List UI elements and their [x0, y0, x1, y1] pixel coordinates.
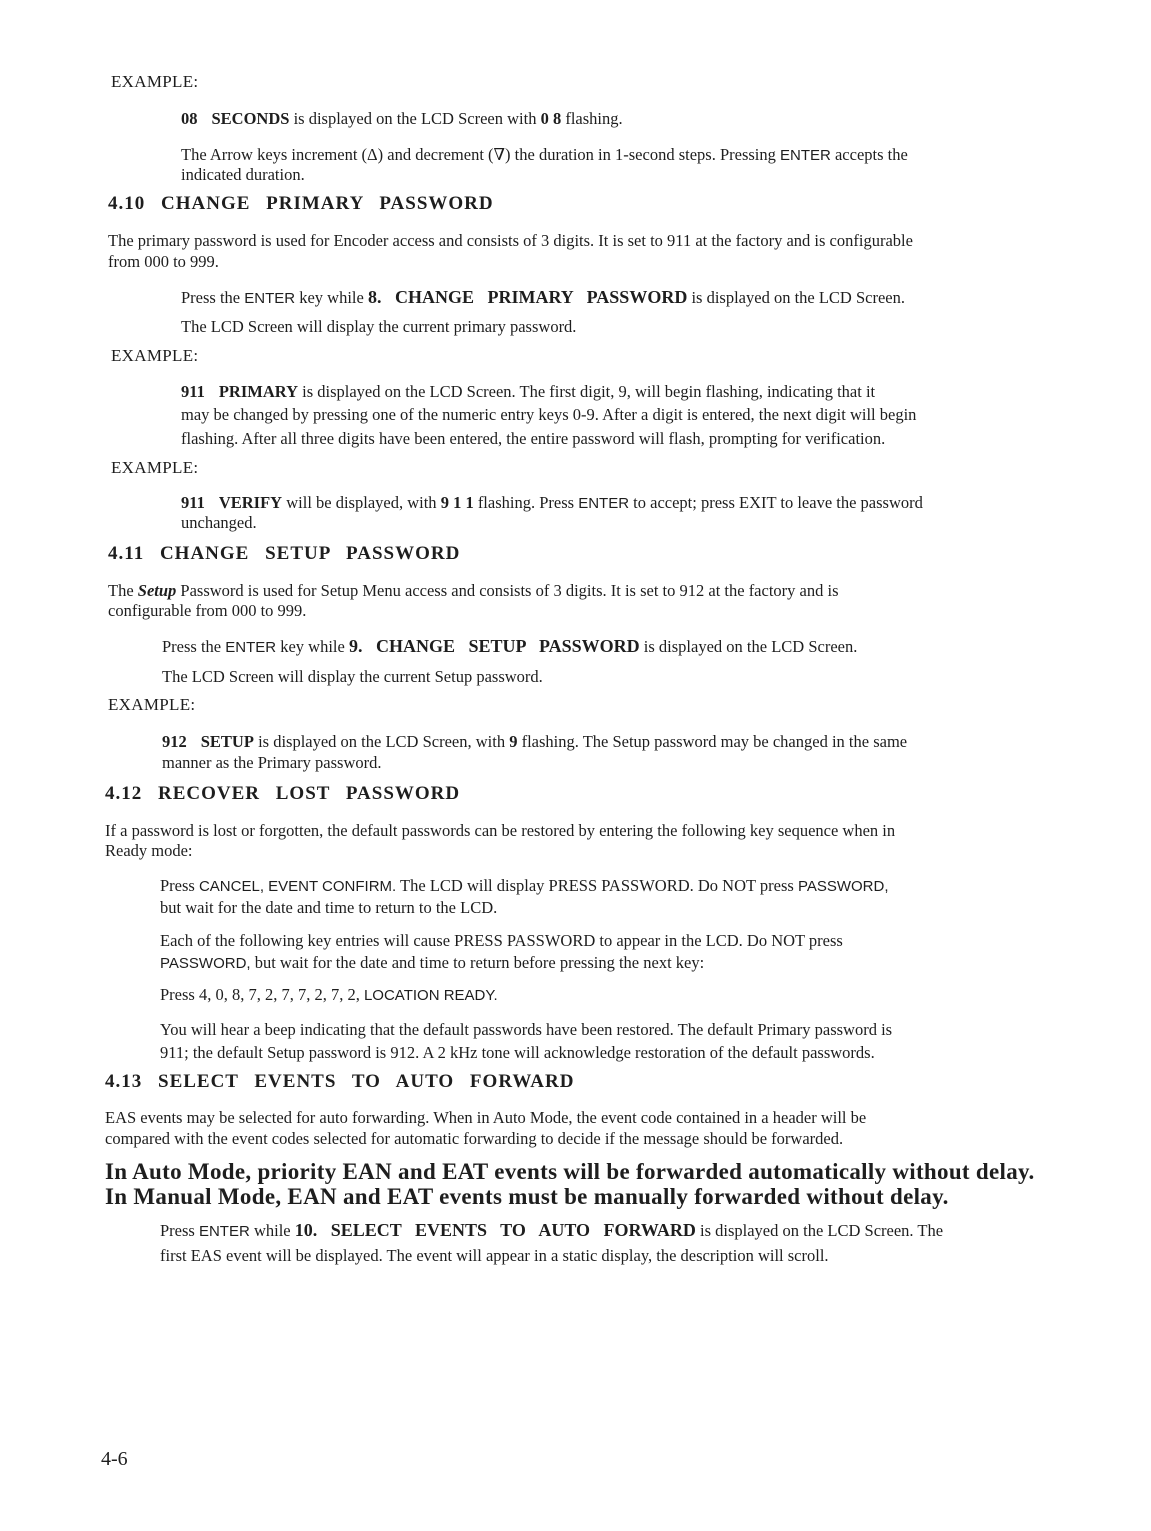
primary-password-intro: The primary password is used for Encoder access and consists of 3 digits. It is set to 911 at the factory and is configurable	[108, 231, 913, 250]
arrow-keys-text: The Arrow keys increment (Δ) and decrement (∇) the duration in 1-second steps. Pressing ENTER accepts the	[181, 145, 908, 164]
setup-password-intro-line2: configurable from 000 to 999.	[108, 601, 307, 620]
recover-step-keys-text: Each of the following key entries will cause PRESS PASSWORD to appear in the LCD. Do NOT press	[160, 931, 843, 950]
example-seconds-text: 08 SECONDS is displayed on the LCD Screen with 0 8 flashing.	[181, 109, 623, 128]
recover-key-sequence-text: Press 4, 0, 8, 7, 2, 7, 7, 2, 7, 2, LOCATION READY.	[160, 985, 498, 1004]
setup-password-intro: The Setup Password is used for Setup Menu access and consists of 3 digits. It is set to 912 at the factory and is	[108, 581, 839, 600]
recover-step-cancel-text-line2: but wait for the date and time to return to the LCD.	[160, 898, 498, 917]
auto-forward-press-enter: Press ENTER while 10. SELECT EVENTS TO AUTO FORWARD is displayed on the LCD Screen. The	[160, 1220, 944, 1240]
example-label: EXAMPLE:	[108, 695, 196, 714]
recover-step-cancel-text: Press CANCEL, EVENT CONFIRM. The LCD will display PRESS PASSWORD. Do NOT press PASSWORD,	[160, 876, 889, 895]
primary-password-display-text: The LCD Screen will display the current primary password.	[181, 317, 577, 336]
auto-forward-intro: EAS events may be selected for auto forwarding. When in Auto Mode, the event code contained in a header will be	[105, 1108, 867, 1127]
primary-password-press-enter: Press the ENTER key while 8. CHANGE PRIMARY PASSWORD is displayed on the LCD Screen.	[181, 287, 905, 307]
auto-forward-press-enter-line2: first EAS event will be displayed. The event will appear in a static display, the description will scroll.	[160, 1246, 829, 1265]
example-label: EXAMPLE:	[111, 72, 199, 91]
primary-example-text: 911 PRIMARY is displayed on the LCD Screen. The first digit, 9, will begin flashing, indicating that it	[181, 382, 876, 401]
recover-password-intro-line2: Ready mode:	[105, 841, 193, 860]
auto-mode-warning: In Auto Mode, priority EAN and EAT events will be forwarded automatically without delay.	[105, 1159, 1035, 1184]
example-label: EXAMPLE:	[111, 458, 199, 477]
auto-forward-intro-line2: compared with the event codes selected for automatic forwarding to decide if the message should be forwarded.	[105, 1129, 844, 1148]
setup-example-text: 912 SETUP is displayed on the LCD Screen, with 9 flashing. The Setup password may be changed in the same	[162, 732, 908, 751]
section-heading-4-10: 4.10 CHANGE PRIMARY PASSWORD	[108, 193, 494, 214]
recover-step-keys-text-line2: PASSWORD, but wait for the date and time to return before pressing the next key:	[160, 953, 705, 972]
section-heading-4-11: 4.11 CHANGE SETUP PASSWORD	[108, 543, 461, 564]
recover-beep-text-line2: 911; the default Setup password is 912. A 2 kHz tone will acknowledge restoration of the default passwords.	[160, 1043, 875, 1062]
setup-password-display-text: The LCD Screen will display the current Setup password.	[162, 667, 543, 686]
setup-example-text-line2: manner as the Primary password.	[162, 753, 382, 772]
verify-example-text: 911 VERIFY will be displayed, with 9 1 1 flashing. Press ENTER to accept; press EXIT to leave the password	[181, 493, 923, 512]
manual-mode-warning: In Manual Mode, EAN and EAT events must be manually forwarded without delay.	[105, 1184, 949, 1209]
section-heading-4-12: 4.12 RECOVER LOST PASSWORD	[105, 783, 461, 804]
page-number: 4-6	[101, 1448, 128, 1470]
recover-beep-text: You will hear a beep indicating that the default passwords have been restored. The default Primary password is	[160, 1020, 893, 1039]
setup-password-press-enter: Press the ENTER key while 9. CHANGE SETUP PASSWORD is displayed on the LCD Screen.	[162, 636, 858, 656]
primary-example-text-line3: flashing. After all three digits have been entered, the entire password will flash, prompting for verification.	[181, 429, 886, 448]
verify-example-text-line2: unchanged.	[181, 513, 257, 532]
example-label: EXAMPLE:	[111, 346, 199, 365]
recover-password-intro: If a password is lost or forgotten, the default passwords can be restored by entering the following key sequence when in	[105, 821, 896, 840]
section-heading-4-13: 4.13 SELECT EVENTS TO AUTO FORWARD	[105, 1071, 575, 1092]
arrow-keys-text-line2: indicated duration.	[181, 165, 305, 184]
primary-password-intro-line2: from 000 to 999.	[108, 252, 219, 271]
primary-example-text-line2: may be changed by pressing one of the numeric entry keys 0-9. After a digit is entered, the next digit will begin	[181, 405, 917, 424]
